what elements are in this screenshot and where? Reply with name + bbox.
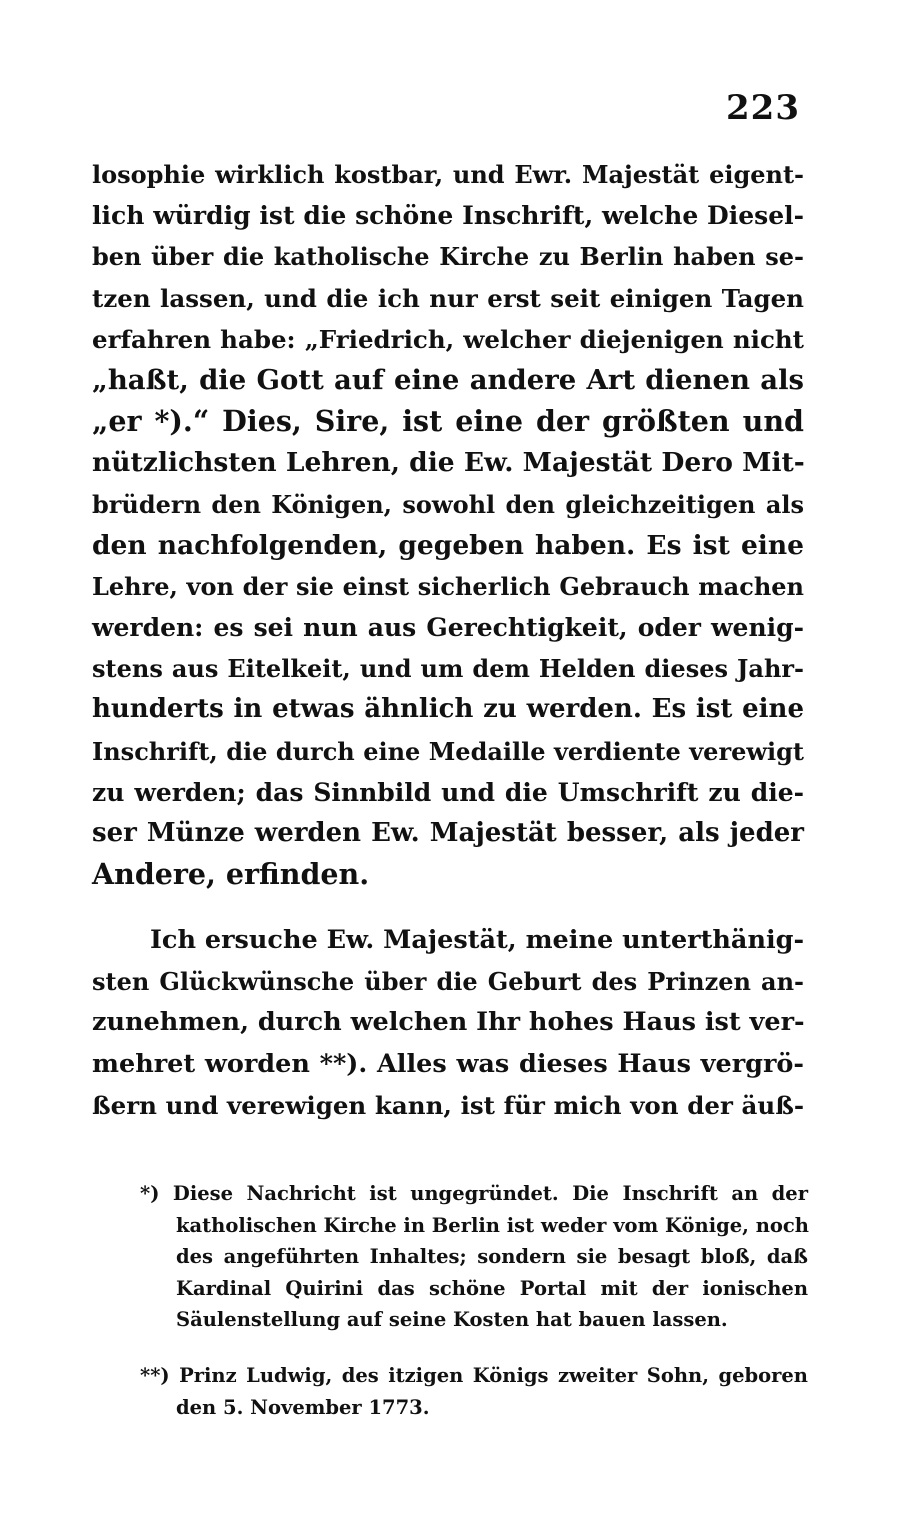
footnote-1: [140, 1178, 808, 1336]
text-line: Lehre, von der sie einst sicherlich Gebrauch machen: [92, 571, 804, 601]
paragraph-1: [92, 154, 804, 895]
text-line: werden: es sei nun aus Gerechtigkeit, oder wenig-: [92, 613, 804, 643]
text-line: ßern und verewigen kann, ist für mich von der äuß-: [92, 1090, 804, 1120]
paragraph-2: [92, 920, 804, 1126]
text-line: mehret worden **). Alles was dieses Haus vergrö-: [92, 1048, 804, 1079]
text-line: „er *).“ Dies, Sire, ist eine der größten und: [92, 404, 804, 439]
footnote-line: den 5. November 1773.: [176, 1395, 430, 1419]
text-line: sten Glückwünsche über die Geburt des Prinzen an-: [92, 967, 804, 997]
text-line: nützlichsten Lehren, die Ew. Majestät Dero Mit-: [92, 447, 805, 479]
footnote-line: *) Diese Nachricht ist ungegründet. Die Inschrift an der: [140, 1182, 808, 1205]
footnote-line: Säulenstellung auf seine Kosten hat bauen lassen.: [176, 1308, 728, 1331]
page-number: 223: [726, 88, 800, 128]
text-line: tzen lassen, und die ich nur erst seit einigen Tagen: [92, 283, 804, 313]
text-line: Ich ersuche Ew. Majestät, meine unterthänig-: [150, 925, 805, 955]
text-line: ben über die katholische Kirche zu Berlin haben se-: [92, 242, 804, 272]
footnote-line: **) Prinz Ludwig, des itzigen Königs zweiter Sohn, geboren: [140, 1364, 808, 1387]
text-line: hunderts in etwas ähnlich zu werden. Es ist eine: [92, 694, 804, 725]
text-line: den nachfolgenden, gegeben haben. Es ist eine: [92, 529, 804, 561]
text-line: Andere, erfinden.: [92, 857, 370, 892]
text-line: Inschrift, die durch eine Medaille verdiente verewigt: [92, 736, 804, 766]
text-line: losophie wirklich kostbar, und Ewr. Majestät eigent-: [92, 160, 804, 189]
text-line: zunehmen, durch welchen Ihr hohes Haus ist ver-: [92, 1007, 805, 1038]
text-line: lich würdig ist die schöne Inschrift, welche Diesel-: [92, 201, 804, 231]
text-line: „haßt, die Gott auf eine andere Art dienen als: [92, 363, 804, 396]
text-line: stens aus Eitelkeit, und um dem Helden dieses Jahr-: [92, 654, 804, 684]
text-line: ser Münze werden Ew. Majestät besser, als jeder: [92, 818, 804, 848]
footnote-line: katholischen Kirche in Berlin ist weder vom Könige, noch: [176, 1213, 809, 1237]
footnote-line: des angeführten Inhaltes; sondern sie besagt bloß, daß: [176, 1245, 808, 1268]
text-line: brüdern den Königen, sowohl den gleichzeitigen als: [92, 489, 804, 519]
text-line: zu werden; das Sinnbild und die Umschrift zu die-: [92, 777, 804, 807]
footnote-line: Kardinal Quirini das schöne Portal mit der ionischen: [176, 1276, 808, 1300]
footnote-2: [140, 1360, 808, 1423]
text-line: erfahren habe: „Friedrich, welcher diejenigen nicht: [92, 324, 804, 354]
